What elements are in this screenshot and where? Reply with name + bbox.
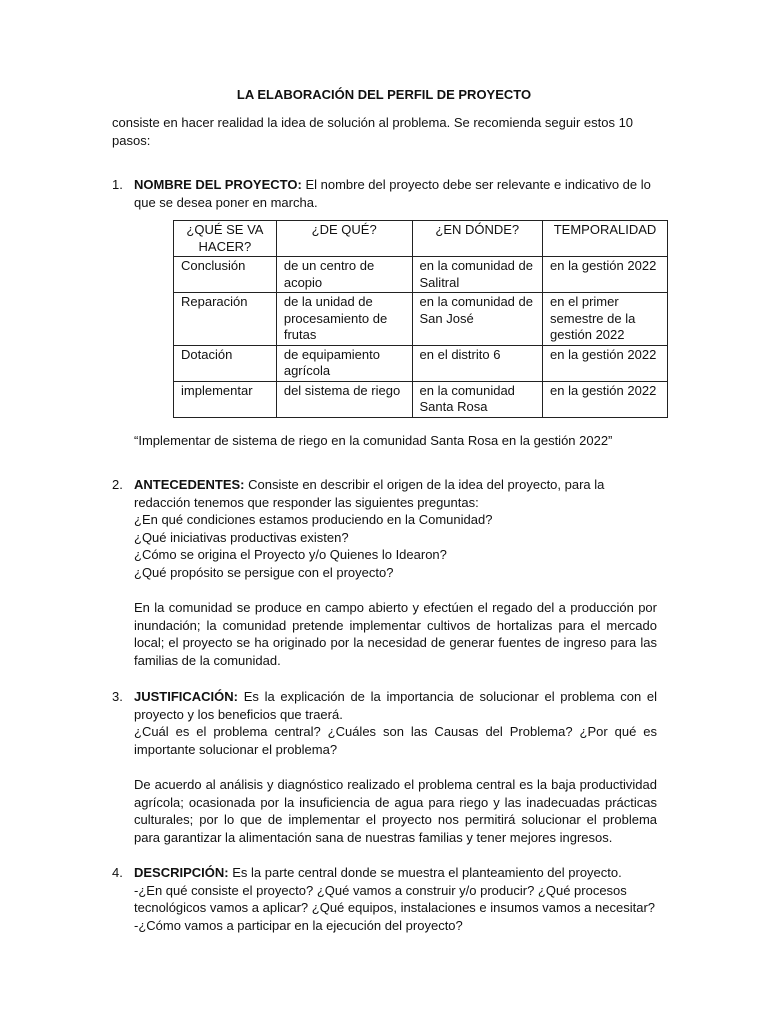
- table-cell: en el distrito 6: [412, 345, 543, 381]
- section-3-answer: De acuerdo al análisis y diagnóstico realizado el problema central es la baja productividad agrícola; ocasionada por la insuficiencia de agua para riego y las inadecuadas prácticas culturales; por lo que de implementar el proyecto nos permitirá solucionar el problema para garantizar la alimentación sana de nuestras familias y tener mejores ingresos.: [134, 777, 657, 845]
- intro-paragraph: consiste en hacer realidad la idea de solución al problema. Se recomienda seguir estos 10 pasos:: [112, 115, 634, 148]
- document-title: LA ELABORACIÓN DEL PERFIL DE PROYECTO: [236, 87, 532, 102]
- table-header-cell: TEMPORALIDAD: [543, 221, 668, 257]
- section-1: [112, 176, 657, 211]
- project-name-quote: “Implementar de sistema de riego en la comunidad Santa Rosa en la gestión 2022”: [134, 433, 613, 448]
- section-2: [112, 476, 657, 669]
- table-cell: en la comunidad de San José: [412, 293, 543, 346]
- table-header-cell: ¿EN DÓNDE?: [412, 221, 543, 257]
- section-2-number: 2.: [112, 477, 123, 492]
- table-row: [174, 293, 668, 346]
- table-cell: en el primer semestre de la gestión 2022: [543, 293, 668, 346]
- section-3-questions: ¿Cuál es el problema central? ¿Cuáles son las Causas del Problema? ¿Por qué es importante solucionar el problema?: [134, 724, 657, 757]
- section-4-question: -¿Cómo vamos a participar en la ejecución del proyecto?: [134, 917, 463, 933]
- section-2-text: Consiste en describir el origen de la idea del proyecto, para la redacción tenemos que responder las siguientes preguntas:: [134, 477, 605, 510]
- table-cell: en la gestión 2022: [543, 257, 668, 293]
- table-cell: Dotación: [174, 345, 277, 381]
- table-cell: en la gestión 2022: [543, 345, 668, 381]
- section-3-number: 3.: [112, 689, 123, 704]
- table-cell: de un centro de acopio: [276, 257, 412, 293]
- section-2-question: ¿Cómo se origina el Proyecto y/o Quienes lo Idearon?: [134, 547, 447, 562]
- section-2-question: ¿En qué condiciones estamos produciendo en la Comunidad?: [134, 512, 493, 527]
- table-cell: del sistema de riego: [276, 381, 412, 417]
- section-2-heading: ANTECEDENTES:: [134, 477, 245, 492]
- section-4: [112, 864, 657, 934]
- section-1-number: 1.: [112, 177, 123, 192]
- table-cell: implementar: [174, 381, 277, 417]
- section-4-number: 4.: [112, 865, 123, 880]
- section-2-question: ¿Qué iniciativas productivas existen?: [134, 529, 349, 545]
- section-3: [112, 688, 657, 846]
- table-cell: en la comunidad de Salitral: [412, 257, 543, 293]
- table-cell: de equipamiento agrícola: [276, 345, 412, 381]
- table-cell: de la unidad de procesamiento de frutas: [276, 293, 412, 346]
- section-2-question: ¿Qué propósito se persigue con el proyecto?: [134, 564, 394, 580]
- section-4-heading: DESCRIPCIÓN:: [134, 865, 229, 880]
- section-2-answer: En la comunidad se produce en campo abierto y efectúen el regado del a producción por inundación; la comunidad pretende implementar cultivos de hortalizas para el mercado local; el proyecto se ha originado por la necesidad de generar fuentes de ingreso para las familias de la comunidad.: [134, 600, 657, 668]
- table-cell: Conclusión: [174, 257, 277, 293]
- project-table: [173, 220, 668, 418]
- table-header-row: [174, 221, 668, 257]
- section-1-heading: NOMBRE DEL PROYECTO:: [134, 177, 302, 192]
- table-cell: Reparación: [174, 293, 277, 346]
- table-cell: en la comunidad Santa Rosa: [412, 381, 543, 417]
- section-4-text: Es la parte central donde se muestra el planteamiento del proyecto.: [228, 865, 622, 880]
- section-1-text: El nombre del proyecto debe ser relevante e indicativo de lo que se desea poner en marcha.: [134, 177, 651, 210]
- section-3-heading: JUSTIFICACIÓN:: [134, 689, 238, 704]
- table-row: [174, 257, 668, 293]
- table-header-cell: ¿DE QUÉ?: [276, 221, 412, 257]
- section-4-question: -¿En qué consiste el proyecto? ¿Qué vamos a construir y/o producir? ¿Qué procesos tecnológicos vamos a aplicar? ¿Qué equipos, instalaciones e insumos vamos a necesitar?: [134, 882, 655, 915]
- table-cell: en la gestión 2022: [543, 381, 668, 417]
- section-3-text: Es la explicación de la importancia de solucionar el problema con el proyecto y los beneficios que traerá.: [134, 689, 657, 722]
- table-row: [174, 381, 668, 417]
- table-header-cell: ¿QUÉ SE VA HACER?: [174, 221, 277, 257]
- table-row: [174, 345, 668, 381]
